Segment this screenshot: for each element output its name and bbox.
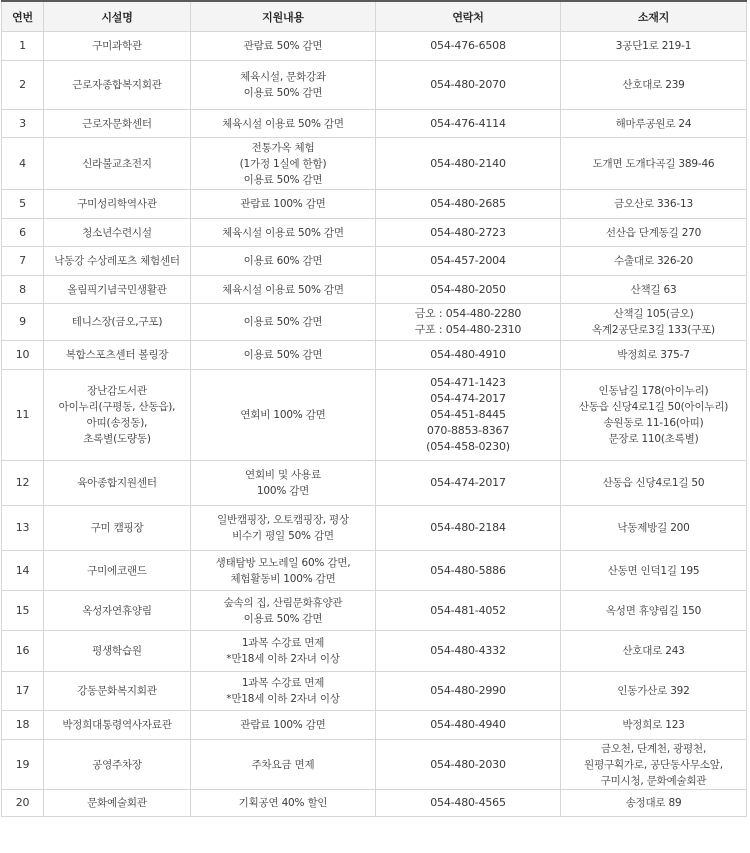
cell-contact: 054-457-2004 — [376, 247, 561, 276]
cell-support: 일반캠핑장, 오토캠핑장, 평상 비수기 평일 50% 감면 — [191, 506, 376, 551]
facility-discount-table — [1, 0, 747, 817]
cell-address: 박정희로 123 — [561, 711, 747, 740]
cell-number: 14 — [2, 551, 44, 591]
cell-facility-name: 육아종합지원센터 — [44, 461, 191, 506]
cell-address: 3공단1로 219-1 — [561, 32, 747, 61]
table-row — [2, 219, 747, 247]
table-row — [2, 190, 747, 219]
cell-contact: 054-480-2184 — [376, 506, 561, 551]
cell-contact: 054-480-2030 — [376, 740, 561, 790]
table-row — [2, 591, 747, 631]
cell-contact: 054-474-2017 — [376, 461, 561, 506]
cell-support: 이용료 60% 감면 — [191, 247, 376, 276]
cell-facility-name: 근로자문화센터 — [44, 110, 191, 138]
table-row — [2, 631, 747, 672]
cell-address: 도개면 도개다곡길 389-46 — [561, 138, 747, 190]
header-contact: 연락처 — [376, 1, 561, 32]
cell-support: 이용료 50% 감면 — [191, 304, 376, 341]
cell-address: 옥성면 휴양림길 150 — [561, 591, 747, 631]
cell-support: 숲속의 집, 산림문화휴양관 이용료 50% 감면 — [191, 591, 376, 631]
cell-number: 4 — [2, 138, 44, 190]
cell-support: 관람료 100% 감면 — [191, 711, 376, 740]
cell-number: 16 — [2, 631, 44, 672]
cell-support: 체육시설 이용료 50% 감면 — [191, 276, 376, 304]
cell-number: 6 — [2, 219, 44, 247]
table-row — [2, 551, 747, 591]
cell-facility-name: 청소년수련시설 — [44, 219, 191, 247]
table-row — [2, 276, 747, 304]
cell-support: 전통가옥 체험 (1가정 1실에 한함) 이용료 50% 감면 — [191, 138, 376, 190]
cell-support: 연회비 100% 감면 — [191, 370, 376, 461]
cell-facility-name: 문화예술회관 — [44, 790, 191, 817]
cell-facility-name: 평생학습원 — [44, 631, 191, 672]
cell-contact: 금오 : 054-480-2280 구포 : 054-480-2310 — [376, 304, 561, 341]
cell-address: 낙동제방길 200 — [561, 506, 747, 551]
header-facility-name: 시설명 — [44, 1, 191, 32]
cell-contact: 054-471-1423 054-474-2017 054-451-8445 070-8853-8367 (054-458-0230) — [376, 370, 561, 461]
cell-support: 체육시설 이용료 50% 감면 — [191, 219, 376, 247]
table-row — [2, 711, 747, 740]
cell-number: 1 — [2, 32, 44, 61]
table-header-row — [2, 1, 747, 32]
table-row — [2, 461, 747, 506]
cell-number: 7 — [2, 247, 44, 276]
table-row — [2, 304, 747, 341]
cell-address: 송정대로 89 — [561, 790, 747, 817]
cell-address: 금오산로 336-13 — [561, 190, 747, 219]
cell-address: 산호대로 239 — [561, 61, 747, 110]
cell-facility-name: 구미에코랜드 — [44, 551, 191, 591]
cell-address: 산책길 105(금오) 옥계2공단로3길 133(구포) — [561, 304, 747, 341]
cell-contact: 054-480-4332 — [376, 631, 561, 672]
cell-support: 1과목 수강료 면제 *만18세 이하 2자녀 이상 — [191, 631, 376, 672]
cell-support: 생태탐방 모노레일 60% 감면, 체험활동비 100% 감면 — [191, 551, 376, 591]
cell-address: 수출대로 326-20 — [561, 247, 747, 276]
table-row — [2, 32, 747, 61]
cell-facility-name: 올림픽기념국민생활관 — [44, 276, 191, 304]
cell-address: 산호대로 243 — [561, 631, 747, 672]
cell-address: 해마루공원로 24 — [561, 110, 747, 138]
table-row — [2, 506, 747, 551]
cell-number: 3 — [2, 110, 44, 138]
cell-support: 관람료 50% 감면 — [191, 32, 376, 61]
cell-address: 산동면 인덕1길 195 — [561, 551, 747, 591]
cell-number: 10 — [2, 341, 44, 370]
cell-support: 체육시설 이용료 50% 감면 — [191, 110, 376, 138]
cell-support: 주차요금 면제 — [191, 740, 376, 790]
cell-facility-name: 복합스포츠센터 볼링장 — [44, 341, 191, 370]
cell-facility-name: 공영주차장 — [44, 740, 191, 790]
table-row — [2, 61, 747, 110]
cell-support: 1과목 수강료 면제 *만18세 이하 2자녀 이상 — [191, 672, 376, 711]
cell-address: 인동가산로 392 — [561, 672, 747, 711]
table-row — [2, 138, 747, 190]
cell-contact: 054-480-2050 — [376, 276, 561, 304]
cell-facility-name: 테니스장(금오,구포) — [44, 304, 191, 341]
cell-number: 19 — [2, 740, 44, 790]
cell-number: 18 — [2, 711, 44, 740]
cell-support: 이용료 50% 감면 — [191, 341, 376, 370]
table-row — [2, 370, 747, 461]
cell-facility-name: 구미성리학역사관 — [44, 190, 191, 219]
cell-contact: 054-480-4565 — [376, 790, 561, 817]
cell-number: 2 — [2, 61, 44, 110]
cell-number: 15 — [2, 591, 44, 631]
cell-address: 산동읍 신당4로1길 50 — [561, 461, 747, 506]
cell-support: 관람료 100% 감면 — [191, 190, 376, 219]
cell-number: 9 — [2, 304, 44, 341]
cell-number: 12 — [2, 461, 44, 506]
cell-contact: 054-481-4052 — [376, 591, 561, 631]
cell-facility-name: 강동문화복지회관 — [44, 672, 191, 711]
cell-address: 박정희로 375-7 — [561, 341, 747, 370]
cell-facility-name: 근로자종합복지회관 — [44, 61, 191, 110]
cell-facility-name: 구미과학관 — [44, 32, 191, 61]
cell-number: 8 — [2, 276, 44, 304]
cell-number: 5 — [2, 190, 44, 219]
table-row — [2, 790, 747, 817]
cell-facility-name: 구미 캠핑장 — [44, 506, 191, 551]
cell-number: 17 — [2, 672, 44, 711]
cell-contact: 054-480-4910 — [376, 341, 561, 370]
table-row — [2, 672, 747, 711]
table-row — [2, 247, 747, 276]
cell-facility-name: 박정희대통령역사자료관 — [44, 711, 191, 740]
cell-facility-name: 옥성자연휴양림 — [44, 591, 191, 631]
cell-contact: 054-480-4940 — [376, 711, 561, 740]
cell-support: 기획공연 40% 할인 — [191, 790, 376, 817]
cell-address: 선산읍 단계동길 270 — [561, 219, 747, 247]
header-number: 연번 — [2, 1, 44, 32]
cell-facility-name: 신라불교초전지 — [44, 138, 191, 190]
cell-support: 연회비 및 사용료 100% 감면 — [191, 461, 376, 506]
header-address: 소재지 — [561, 1, 747, 32]
cell-address: 인동남길 178(아이누리) 산동읍 신당4로1길 50(아이누리) 송원동로 11-16(아띠) 문장로 110(초록별) — [561, 370, 747, 461]
cell-facility-name: 장난감도서관 아이누리(구평동, 산동읍), 아띠(송정동), 초록별(도량동) — [44, 370, 191, 461]
cell-contact: 054-476-4114 — [376, 110, 561, 138]
table-row — [2, 341, 747, 370]
cell-number: 13 — [2, 506, 44, 551]
cell-contact: 054-480-2070 — [376, 61, 561, 110]
cell-address: 금오천, 단계천, 광평천, 원평구획가로, 공단동사무소앞, 구미시청, 문화예술회관 — [561, 740, 747, 790]
cell-address: 산책길 63 — [561, 276, 747, 304]
table-row — [2, 740, 747, 790]
cell-contact: 054-476-6508 — [376, 32, 561, 61]
cell-contact: 054-480-5886 — [376, 551, 561, 591]
table-row — [2, 110, 747, 138]
cell-number: 20 — [2, 790, 44, 817]
cell-support: 체육시설, 문화강좌 이용료 50% 감면 — [191, 61, 376, 110]
cell-contact: 054-480-2685 — [376, 190, 561, 219]
cell-contact: 054-480-2140 — [376, 138, 561, 190]
cell-facility-name: 낙동강 수상레포츠 체험센터 — [44, 247, 191, 276]
cell-contact: 054-480-2990 — [376, 672, 561, 711]
cell-number: 11 — [2, 370, 44, 461]
header-support: 지원내용 — [191, 1, 376, 32]
cell-contact: 054-480-2723 — [376, 219, 561, 247]
